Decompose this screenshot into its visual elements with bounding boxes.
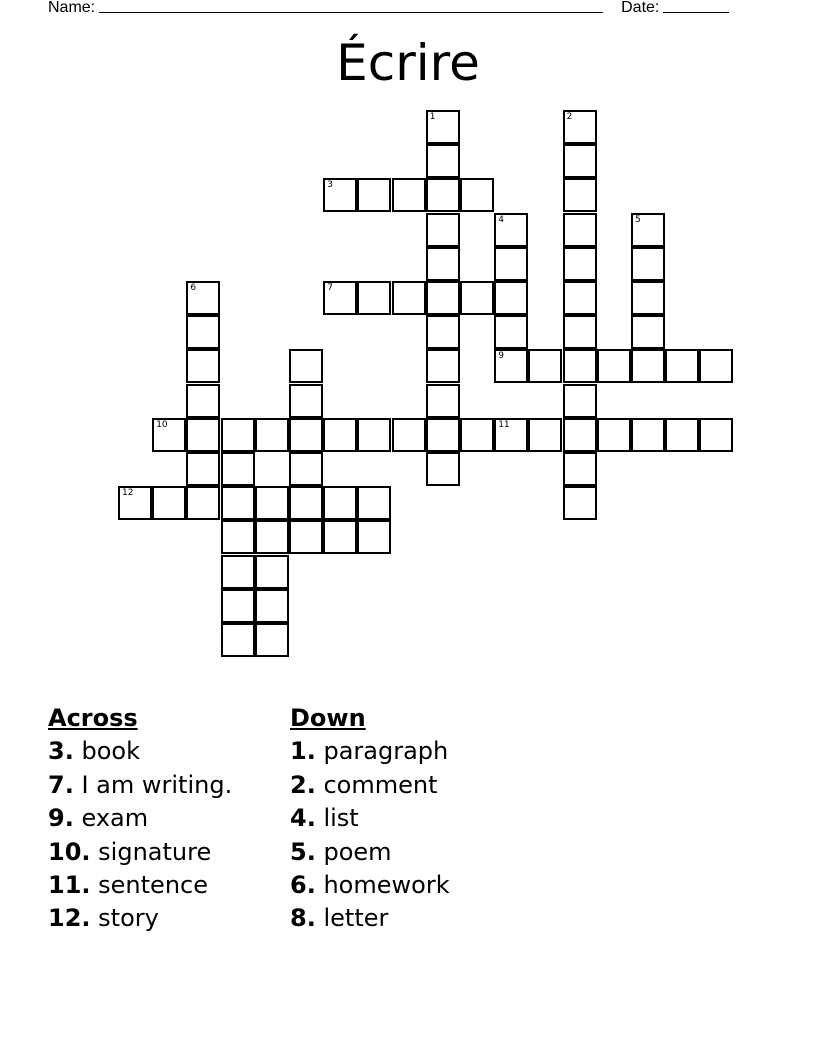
clue-text: story: [98, 904, 159, 933]
clue-item: [48, 869, 232, 902]
clue-item: [48, 735, 232, 768]
clue-number: 12.: [48, 904, 91, 933]
grid-cell[interactable]: [631, 315, 665, 349]
grid-cell[interactable]: [563, 110, 597, 144]
clue-text: sentence: [98, 871, 208, 900]
clue-item: [290, 735, 450, 768]
grid-cell[interactable]: [221, 589, 255, 623]
grid-cell[interactable]: [255, 589, 289, 623]
clue-item: [290, 902, 450, 935]
clue-item: [48, 836, 232, 869]
grid-cell[interactable]: [665, 349, 699, 383]
grid-cell[interactable]: [494, 281, 528, 315]
grid-cell[interactable]: [289, 384, 323, 418]
grid-cell[interactable]: [426, 110, 460, 144]
clue-number-label: 10: [156, 419, 168, 430]
grid-cell[interactable]: [563, 178, 597, 212]
clue-text: book: [81, 737, 140, 766]
grid-cell[interactable]: [392, 418, 426, 452]
grid-cell[interactable]: [186, 486, 220, 520]
grid-cell[interactable]: [563, 315, 597, 349]
grid-cell[interactable]: [357, 178, 391, 212]
clue-item: [48, 769, 232, 802]
clue-text: paragraph: [323, 737, 449, 766]
clue-number-label: 12: [122, 488, 134, 499]
grid-cell[interactable]: [255, 623, 289, 657]
grid-cell[interactable]: [152, 486, 186, 520]
clue-number: 3.: [48, 737, 74, 766]
clue-item: [48, 802, 232, 835]
grid-cell[interactable]: [426, 452, 460, 486]
grid-cell[interactable]: [221, 623, 255, 657]
clue-item: [290, 869, 450, 902]
grid-cell[interactable]: [426, 349, 460, 383]
grid-cell[interactable]: [357, 520, 391, 554]
grid-cell[interactable]: [392, 281, 426, 315]
grid-cell[interactable]: [563, 486, 597, 520]
clue-item: [290, 836, 450, 869]
clue-number: 8.: [290, 904, 316, 933]
clue-text: list: [323, 804, 359, 833]
grid-cell[interactable]: [289, 486, 323, 520]
grid-cell[interactable]: [528, 418, 562, 452]
grid-cell[interactable]: [563, 349, 597, 383]
grid-cell[interactable]: [186, 452, 220, 486]
clue-number-label: 9: [498, 351, 504, 362]
grid-cell[interactable]: [460, 178, 494, 212]
grid-cell[interactable]: [494, 349, 528, 383]
grid-cell[interactable]: [323, 281, 357, 315]
clue-number-label: 3: [327, 180, 333, 191]
grid-cell[interactable]: [563, 418, 597, 452]
grid-cell[interactable]: [528, 349, 562, 383]
clue-text: letter: [323, 904, 389, 933]
grid-cell[interactable]: [563, 384, 597, 418]
grid-cell[interactable]: [563, 144, 597, 178]
grid-cell[interactable]: [118, 486, 152, 520]
grid-cell[interactable]: [221, 486, 255, 520]
grid-cell[interactable]: [597, 349, 631, 383]
grid-cell[interactable]: [631, 281, 665, 315]
grid-cell[interactable]: [221, 520, 255, 554]
clue-number: 5.: [290, 837, 316, 866]
grid-cell[interactable]: [631, 418, 665, 452]
grid-cell[interactable]: [426, 247, 460, 281]
clue-number: 1.: [290, 737, 316, 766]
grid-cell[interactable]: [597, 418, 631, 452]
grid-cell[interactable]: [323, 418, 357, 452]
grid-cell[interactable]: [460, 418, 494, 452]
clue-text: comment: [323, 770, 438, 799]
grid-cell[interactable]: [426, 384, 460, 418]
grid-cell[interactable]: [631, 247, 665, 281]
clue-number: 11.: [48, 871, 91, 900]
grid-cell[interactable]: [563, 452, 597, 486]
grid-cell[interactable]: [186, 384, 220, 418]
grid-cell[interactable]: [426, 144, 460, 178]
clue-text: poem: [323, 837, 392, 866]
clue-number: 6.: [290, 871, 316, 900]
down-heading: Down: [290, 704, 366, 732]
grid-cell[interactable]: [392, 178, 426, 212]
clue-list: [290, 735, 450, 935]
name-label: Name:: [48, 0, 96, 16]
clue-number: 9.: [48, 804, 74, 833]
grid-cell[interactable]: [426, 213, 460, 247]
across-heading: Across: [48, 704, 138, 732]
clue-number: 7.: [48, 770, 74, 799]
grid-cell[interactable]: [289, 452, 323, 486]
grid-cell[interactable]: [563, 213, 597, 247]
grid-cell[interactable]: [289, 418, 323, 452]
clue-number-label: 5: [635, 214, 641, 225]
across-clues: [48, 702, 232, 936]
grid-cell[interactable]: [152, 418, 186, 452]
clue-text: signature: [98, 837, 212, 866]
clue-text: exam: [81, 804, 149, 833]
grid-cell[interactable]: [323, 486, 357, 520]
clue-number-label: 6: [190, 283, 197, 293]
clue-number-label: 11: [498, 419, 510, 430]
grid-cell[interactable]: [665, 418, 699, 452]
grid-cell[interactable]: [221, 418, 255, 452]
grid-cell[interactable]: [494, 315, 528, 349]
grid-cell[interactable]: [426, 315, 460, 349]
date-label: Date:: [621, 0, 660, 16]
clue-number-label: 7: [327, 283, 333, 293]
grid-cell[interactable]: [255, 486, 289, 520]
clue-text: I am writing.: [81, 770, 233, 799]
clue-number-label: 1: [429, 112, 436, 122]
clue-item: [290, 802, 450, 835]
grid-cell[interactable]: [255, 418, 289, 452]
grid-cell[interactable]: [699, 349, 733, 383]
grid-cell[interactable]: [186, 315, 220, 349]
grid-cell[interactable]: [357, 486, 391, 520]
clue-item: [48, 902, 232, 935]
grid-cell[interactable]: [357, 281, 391, 315]
grid-cell[interactable]: [426, 281, 460, 315]
grid-cell[interactable]: [289, 520, 323, 554]
clue-number-label: 2: [566, 112, 573, 122]
grid-cell[interactable]: [494, 213, 528, 247]
grid-cell[interactable]: [323, 520, 357, 554]
grid-cell[interactable]: [631, 213, 665, 247]
clue-number: 4.: [290, 804, 316, 833]
grid-cell[interactable]: [255, 555, 289, 589]
grid-cell[interactable]: [631, 349, 665, 383]
grid-cell[interactable]: [460, 281, 494, 315]
puzzle-title: Écrire: [336, 34, 480, 92]
grid-cell[interactable]: [186, 281, 220, 315]
grid-cell[interactable]: [563, 247, 597, 281]
clue-text: homework: [323, 871, 450, 900]
clue-number: 2.: [290, 770, 316, 799]
grid-cell[interactable]: [255, 520, 289, 554]
grid-cell[interactable]: [426, 178, 460, 212]
clue-number: 10.: [48, 837, 91, 866]
grid-cell[interactable]: [494, 418, 528, 452]
grid-cell[interactable]: [323, 178, 357, 212]
grid-cell[interactable]: [221, 452, 255, 486]
grid-cell[interactable]: [357, 418, 391, 452]
grid-cell[interactable]: [426, 418, 460, 452]
down-clues: [290, 702, 450, 936]
clue-list: [48, 735, 232, 935]
clue-number-label: 4: [498, 214, 504, 225]
grid-cell[interactable]: [221, 555, 255, 589]
grid-cell[interactable]: [563, 281, 597, 315]
grid-cell[interactable]: [494, 247, 528, 281]
grid-cell[interactable]: [186, 349, 220, 383]
grid-cell[interactable]: [289, 349, 323, 383]
clue-item: [290, 769, 450, 802]
grid-cell[interactable]: [186, 418, 220, 452]
grid-cell[interactable]: [699, 418, 733, 452]
